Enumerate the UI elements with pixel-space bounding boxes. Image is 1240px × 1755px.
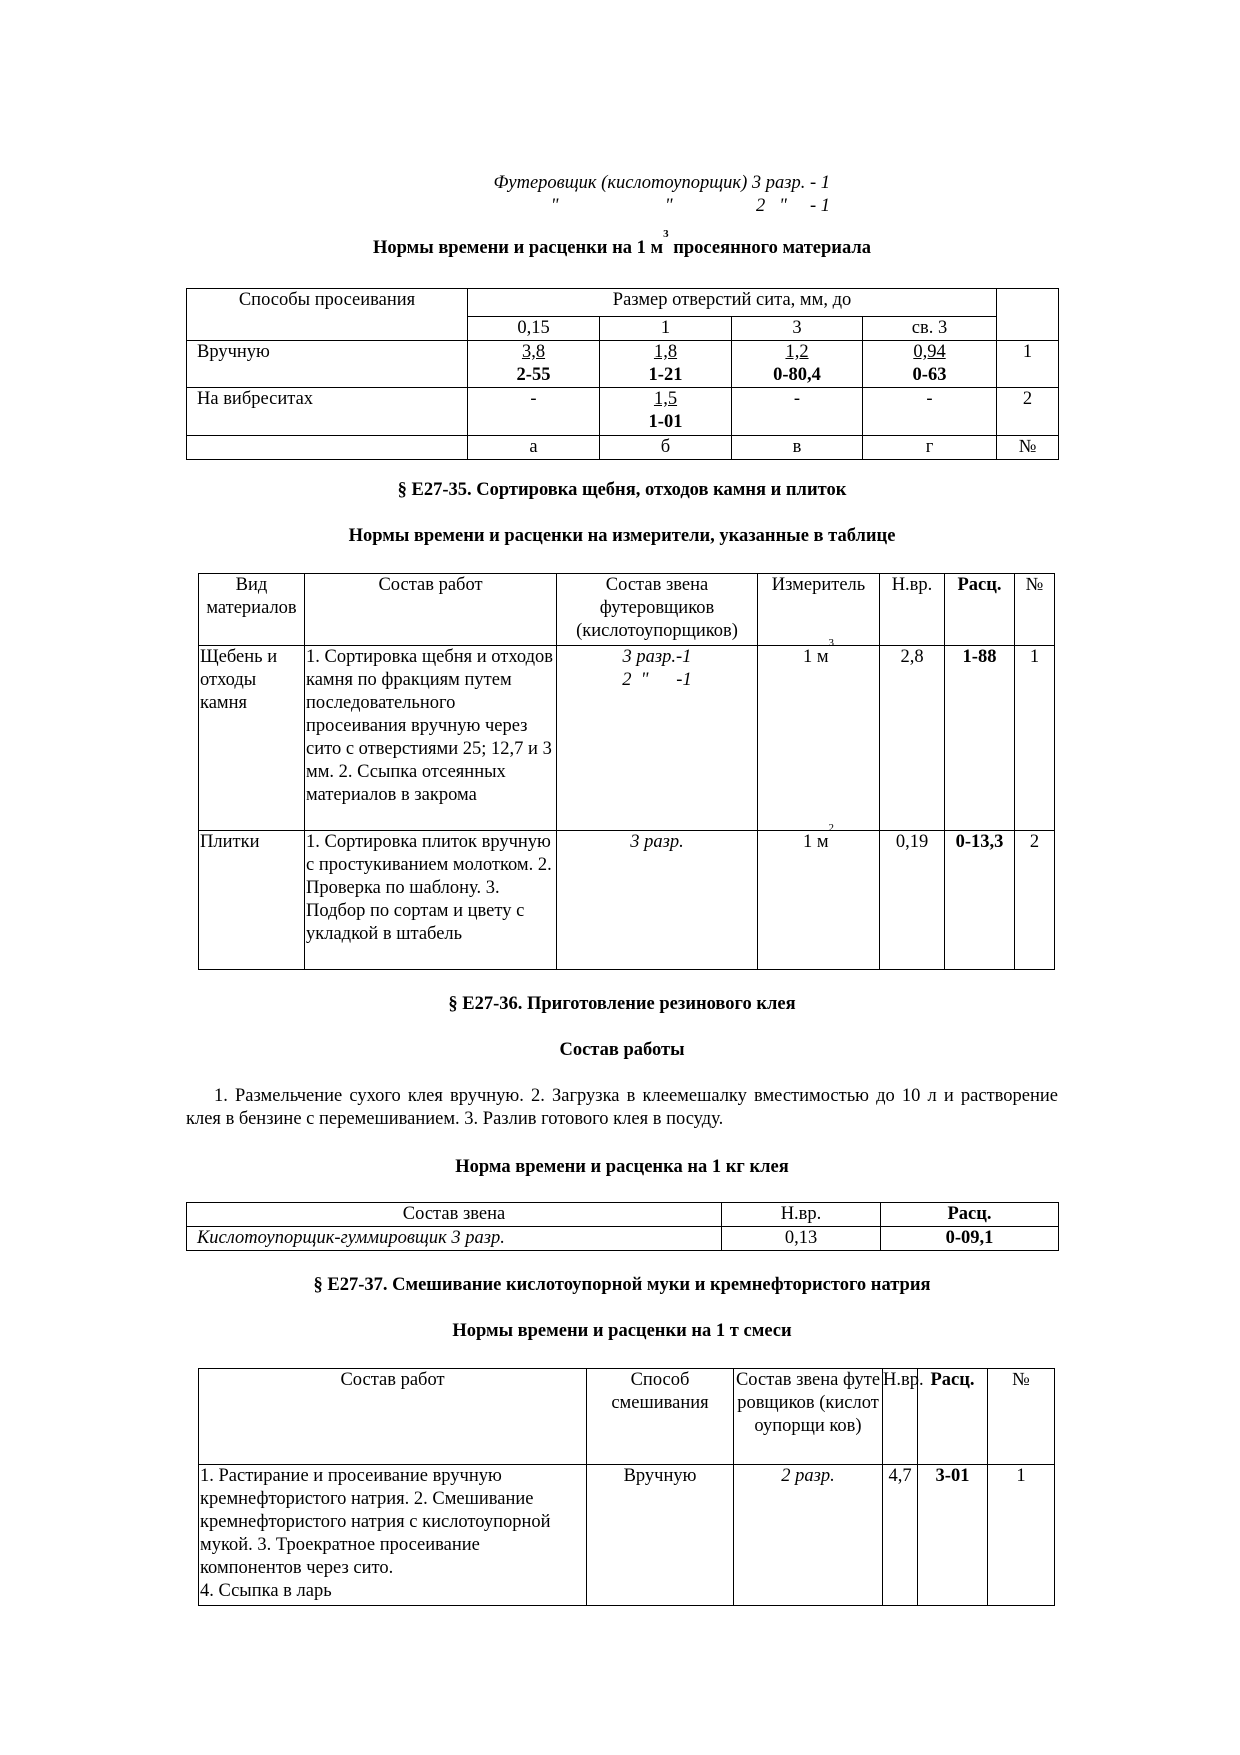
header-num: №	[988, 1369, 1055, 1465]
table-row	[187, 341, 1059, 388]
column-letter: а	[468, 436, 600, 460]
header-rate: Расц.	[945, 574, 1015, 646]
row-number: 2	[997, 388, 1059, 436]
time-norm: -	[530, 389, 537, 409]
work-cell: 1. Сортировка щебня и отходов камня по фракциям путем последовательного просеивания вручную через сито с отверстиями 25; 12,7 и 3 мм. 2. Ссыпка отсеянных материалов в закрома	[305, 646, 557, 831]
time-norm: 1,2	[785, 342, 809, 362]
table-row	[187, 1227, 1059, 1251]
header-rate: Расц.	[918, 1369, 988, 1465]
crew-line-1: Футеровщик (кислотоупорщик) 3 разр. - 1	[493, 173, 830, 193]
unit-sup: 3	[828, 637, 835, 649]
norm-cell	[863, 341, 997, 388]
norms-title-e27-35: Нормы времени и расценки на измерители, указанные в таблице	[348, 526, 896, 546]
rate: 0-63	[912, 365, 947, 385]
time-norm: 1,5	[653, 389, 678, 409]
rate: 1-01	[648, 412, 683, 432]
header-num-empty	[997, 289, 1059, 341]
header-num: №	[1015, 574, 1055, 646]
row-number: 2	[1015, 831, 1055, 970]
time-cell: 4,7	[883, 1465, 918, 1606]
unit-prefix: 1 м	[802, 832, 829, 852]
sorting-norms-table	[198, 573, 1055, 970]
header-time: Н.вр.	[880, 574, 945, 646]
header-sieve-size: 1	[600, 317, 732, 341]
column-letter: б	[600, 436, 732, 460]
time-norm: -	[793, 389, 801, 409]
mixing-norms-table	[198, 1368, 1055, 1606]
column-letter: в	[732, 436, 863, 460]
column-letter: г	[863, 436, 997, 460]
norms-title-prefix: Нормы времени и расценки на 1 м	[373, 238, 664, 258]
norms-title-e27-36: Норма времени и расценка на 1 кг клея	[455, 1157, 789, 1177]
header-time: Н.вр.	[722, 1203, 881, 1227]
header-crew: Состав звена	[187, 1203, 722, 1227]
header-sieve-size: 0,15	[468, 317, 600, 341]
rate: 1-21	[648, 365, 683, 385]
norm-cell	[863, 388, 997, 436]
section-title-e27-37: § Е27-37. Смешивание кислотоупорной муки и кремнефтористого натрия	[313, 1275, 931, 1295]
time-cell: 0,19	[880, 831, 945, 970]
header-sieving-method: Способы просеивания	[187, 289, 468, 341]
rate-cell: 1-88	[945, 646, 1015, 831]
unit-cell	[758, 822, 880, 970]
norm-cell	[732, 341, 863, 388]
crew-line-2: " " 2 " - 1	[550, 196, 830, 216]
rate-cell: 0-09,1	[881, 1227, 1059, 1251]
rate: 2-55	[516, 365, 551, 385]
header-sieve-size: св. 3	[863, 317, 997, 341]
rate-cell: 0-13,3	[945, 831, 1015, 970]
header-work: Состав работ	[305, 574, 557, 646]
time-norm: -	[926, 389, 933, 409]
norms-title-sup: 3	[663, 228, 669, 240]
table-row	[199, 831, 1055, 970]
header-crew: Состав звена футеровщиков (кислотоупорщи ков)	[734, 1369, 883, 1465]
time-cell: 0,13	[722, 1227, 881, 1251]
glue-norms-table	[186, 1202, 1059, 1251]
material-cell: Щебень и отходы камня	[199, 646, 305, 831]
method-cell: На вибреситах	[187, 388, 468, 436]
unit-sup: 2	[828, 822, 835, 834]
unit-prefix: 1 м	[802, 647, 829, 667]
work-text: 4. Ссыпка в ларь	[200, 1581, 332, 1601]
norm-cell	[468, 388, 600, 436]
crew-line: 3 разр.	[630, 832, 684, 852]
sieving-norms-table	[186, 288, 1059, 460]
header-method: Способ смешивания	[587, 1369, 734, 1465]
row-number: 1	[1015, 646, 1055, 831]
crew-cell	[557, 646, 758, 831]
crew-cell: Кислотоупорщик-гуммировщик 3 разр.	[187, 1227, 722, 1251]
header-unit: Измеритель	[758, 574, 880, 646]
column-letters-row	[187, 436, 1059, 460]
crew-composition-header	[380, 172, 830, 218]
header-sieve-size: 3	[732, 317, 863, 341]
work-composition-text: 1. Размельчение сухого клея вручную. 2. Загрузка в клеемешалку вместимостью до 10 л и растворение клея в бензине с перемешиванием. 3. Разлив готового клея в посуду.	[186, 1086, 1058, 1129]
norms-title-suffix: просеянного материала	[668, 238, 871, 258]
norms-title-e27-37: Нормы времени и расценки на 1 т смеси	[452, 1321, 792, 1341]
rate-cell: 3-01	[918, 1465, 988, 1606]
norms-title-sieved-material	[186, 228, 1058, 260]
row-number: 1	[997, 341, 1059, 388]
num-label: №	[997, 436, 1059, 460]
norm-cell	[732, 388, 863, 436]
header-material: Вид материалов	[199, 574, 305, 646]
norm-cell	[600, 388, 732, 436]
work-cell	[199, 1465, 587, 1606]
norm-cell	[468, 341, 600, 388]
header-time: Н.вр.	[883, 1369, 918, 1465]
section-title-e27-35: § Е27-35. Сортировка щебня, отходов камня и плиток	[397, 480, 847, 500]
rate: 0-80,4	[773, 365, 821, 385]
crew-line: 2 " -1	[622, 670, 692, 690]
method-cell: Вручную	[187, 341, 468, 388]
crew-cell	[557, 831, 758, 970]
empty-cell	[187, 436, 468, 460]
header-crew: Состав звена футеровщиков (кислотоупорщиков)	[557, 574, 758, 646]
crew-cell: 2 разр.	[734, 1465, 883, 1606]
work-cell: 1. Сортировка плиток вручную с простукиванием молотком. 2. Проверка по шаблону. 3. Подбор по сортам и цвету с укладкой в штабель	[305, 831, 557, 970]
unit-cell	[758, 637, 880, 831]
time-cell: 2,8	[880, 646, 945, 831]
time-norm: 3,8	[521, 342, 546, 362]
table-row	[187, 388, 1059, 436]
crew-line: 3 разр.-1	[622, 647, 692, 667]
method-cell: Вручную	[587, 1465, 734, 1606]
header-rate: Расц.	[881, 1203, 1059, 1227]
material-cell: Плитки	[199, 831, 305, 970]
table-row	[199, 646, 1055, 831]
time-norm: 0,94	[913, 342, 946, 362]
row-number: 1	[988, 1465, 1055, 1606]
header-work: Состав работ	[199, 1369, 587, 1465]
work-composition-title: Состав работы	[559, 1040, 685, 1060]
table-row	[199, 1465, 1055, 1606]
section-title-e27-36: § Е27-36. Приготовление резинового клея	[448, 994, 796, 1014]
header-sieve-size-group: Размер отверстий сита, мм, до	[468, 289, 997, 317]
norm-cell	[600, 341, 732, 388]
work-text: 1. Растирание и просеивание вручную кремнефтористого натрия. 2. Смешивание кремнефтористого натрия с кислотоупорной мукой. 3. Троекратное просеивание компонентов через сито.	[200, 1466, 551, 1578]
time-norm: 1,8	[653, 342, 678, 362]
